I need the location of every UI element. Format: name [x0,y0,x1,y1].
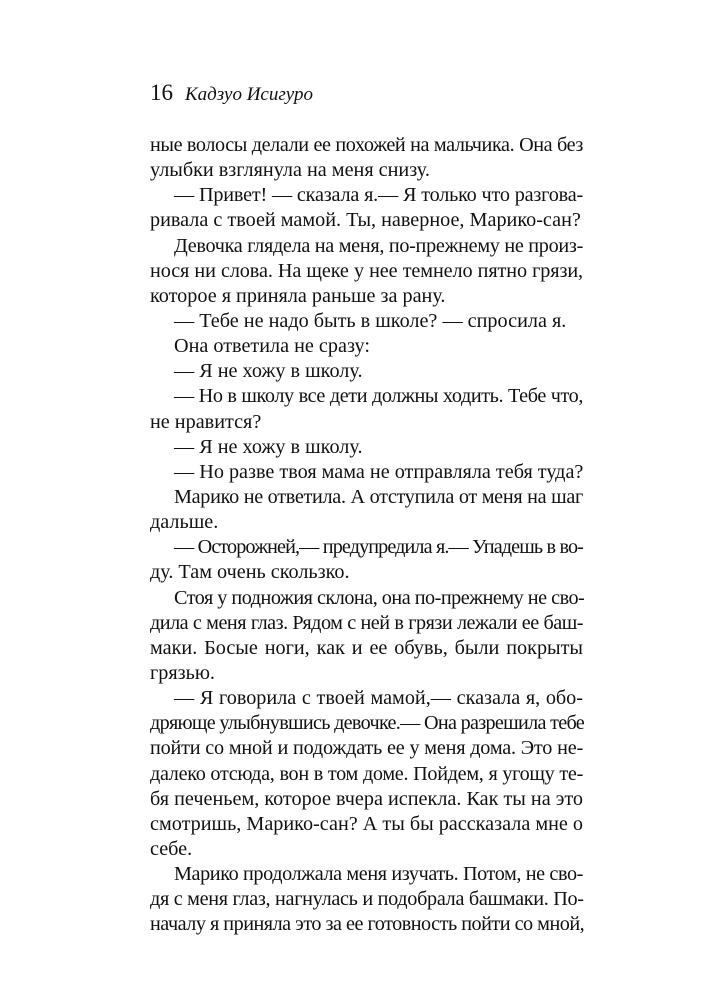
text-line: дя с меня глаз, нагнулась и подобрала башмаки. По- [150,888,584,911]
text-line: — Но в школу все дети должны ходить. Тебе что, [174,385,583,408]
text-line: не нравится? [150,410,262,433]
text-line: — Привет! — сказала я.— Я только что разгова- [174,184,583,207]
text-line: смотришь, Марико-сан? А ты бы рассказала мне о [150,812,584,835]
text-line: Стоя у подножия склона, она по-прежнему не сво- [174,586,585,609]
text-line: дальше. [150,511,219,534]
text-line: ду. Там очень скользко. [150,561,350,584]
text-line: Она ответила не сразу: [174,335,370,358]
body-text [150,133,583,938]
text-line: Марико продолжала меня изучать. Потом, не сво- [174,863,583,886]
text-line: ривала с твоей мамой. Ты, наверное, Марико-сан? [150,209,581,232]
book-author: Кадзуо Исигуро [185,84,313,105]
text-line: себе. [150,837,193,860]
text-line: — Я говорила с твоей мамой,— сказала я, обо- [174,687,583,710]
text-line: началу я приняла это за ее готовность пойти со мной, [150,913,585,936]
text-line: далеко отсюда, вон в том доме. Пойдем, я угощу те- [150,762,583,785]
text-line: которое я приняла раньше за рану. [150,284,446,307]
text-line: — Но разве твоя мама не отправляла тебя туда? [174,460,584,483]
text-line: дила с меня глаз. Рядом с ней в грязи лежали ее баш- [150,611,583,634]
text-line: маки. Босые ноги, как и ее обувь, были покрыты [150,636,583,659]
text-line: — Я не хожу в школу. [174,360,363,383]
text-line: — Тебе не надо быть в школе? — спросила я. [174,309,567,332]
text-line: нося ни слова. На щеке у нее темнело пятно грязи, [150,259,583,282]
text-line: Девочка глядела на меня, по-прежнему не произ- [174,234,583,257]
text-line: пойти со мной и подождать ее у меня дома. Это не- [150,737,583,760]
text-line: ные волосы делали ее похожей на мальчика. Она без [150,134,583,156]
running-head [150,80,313,110]
text-line: грязью. [150,661,215,684]
text-line: бя печеньем, которое вчера испекла. Как ты на это [150,787,584,810]
page-number: 16 [150,80,173,105]
text-line: улыбки взглянула на меня снизу. [150,159,430,182]
text-line: Марико не ответила. А отступила от меня на шаг [174,485,583,508]
text-line: — Я не хожу в школу. [174,435,363,458]
text-line: дряюще улыбнувшись девочке.— Она разрешила тебе [150,712,585,735]
text-line: — Осторожней,— предупредила я.— Упадешь в во- [174,536,583,559]
